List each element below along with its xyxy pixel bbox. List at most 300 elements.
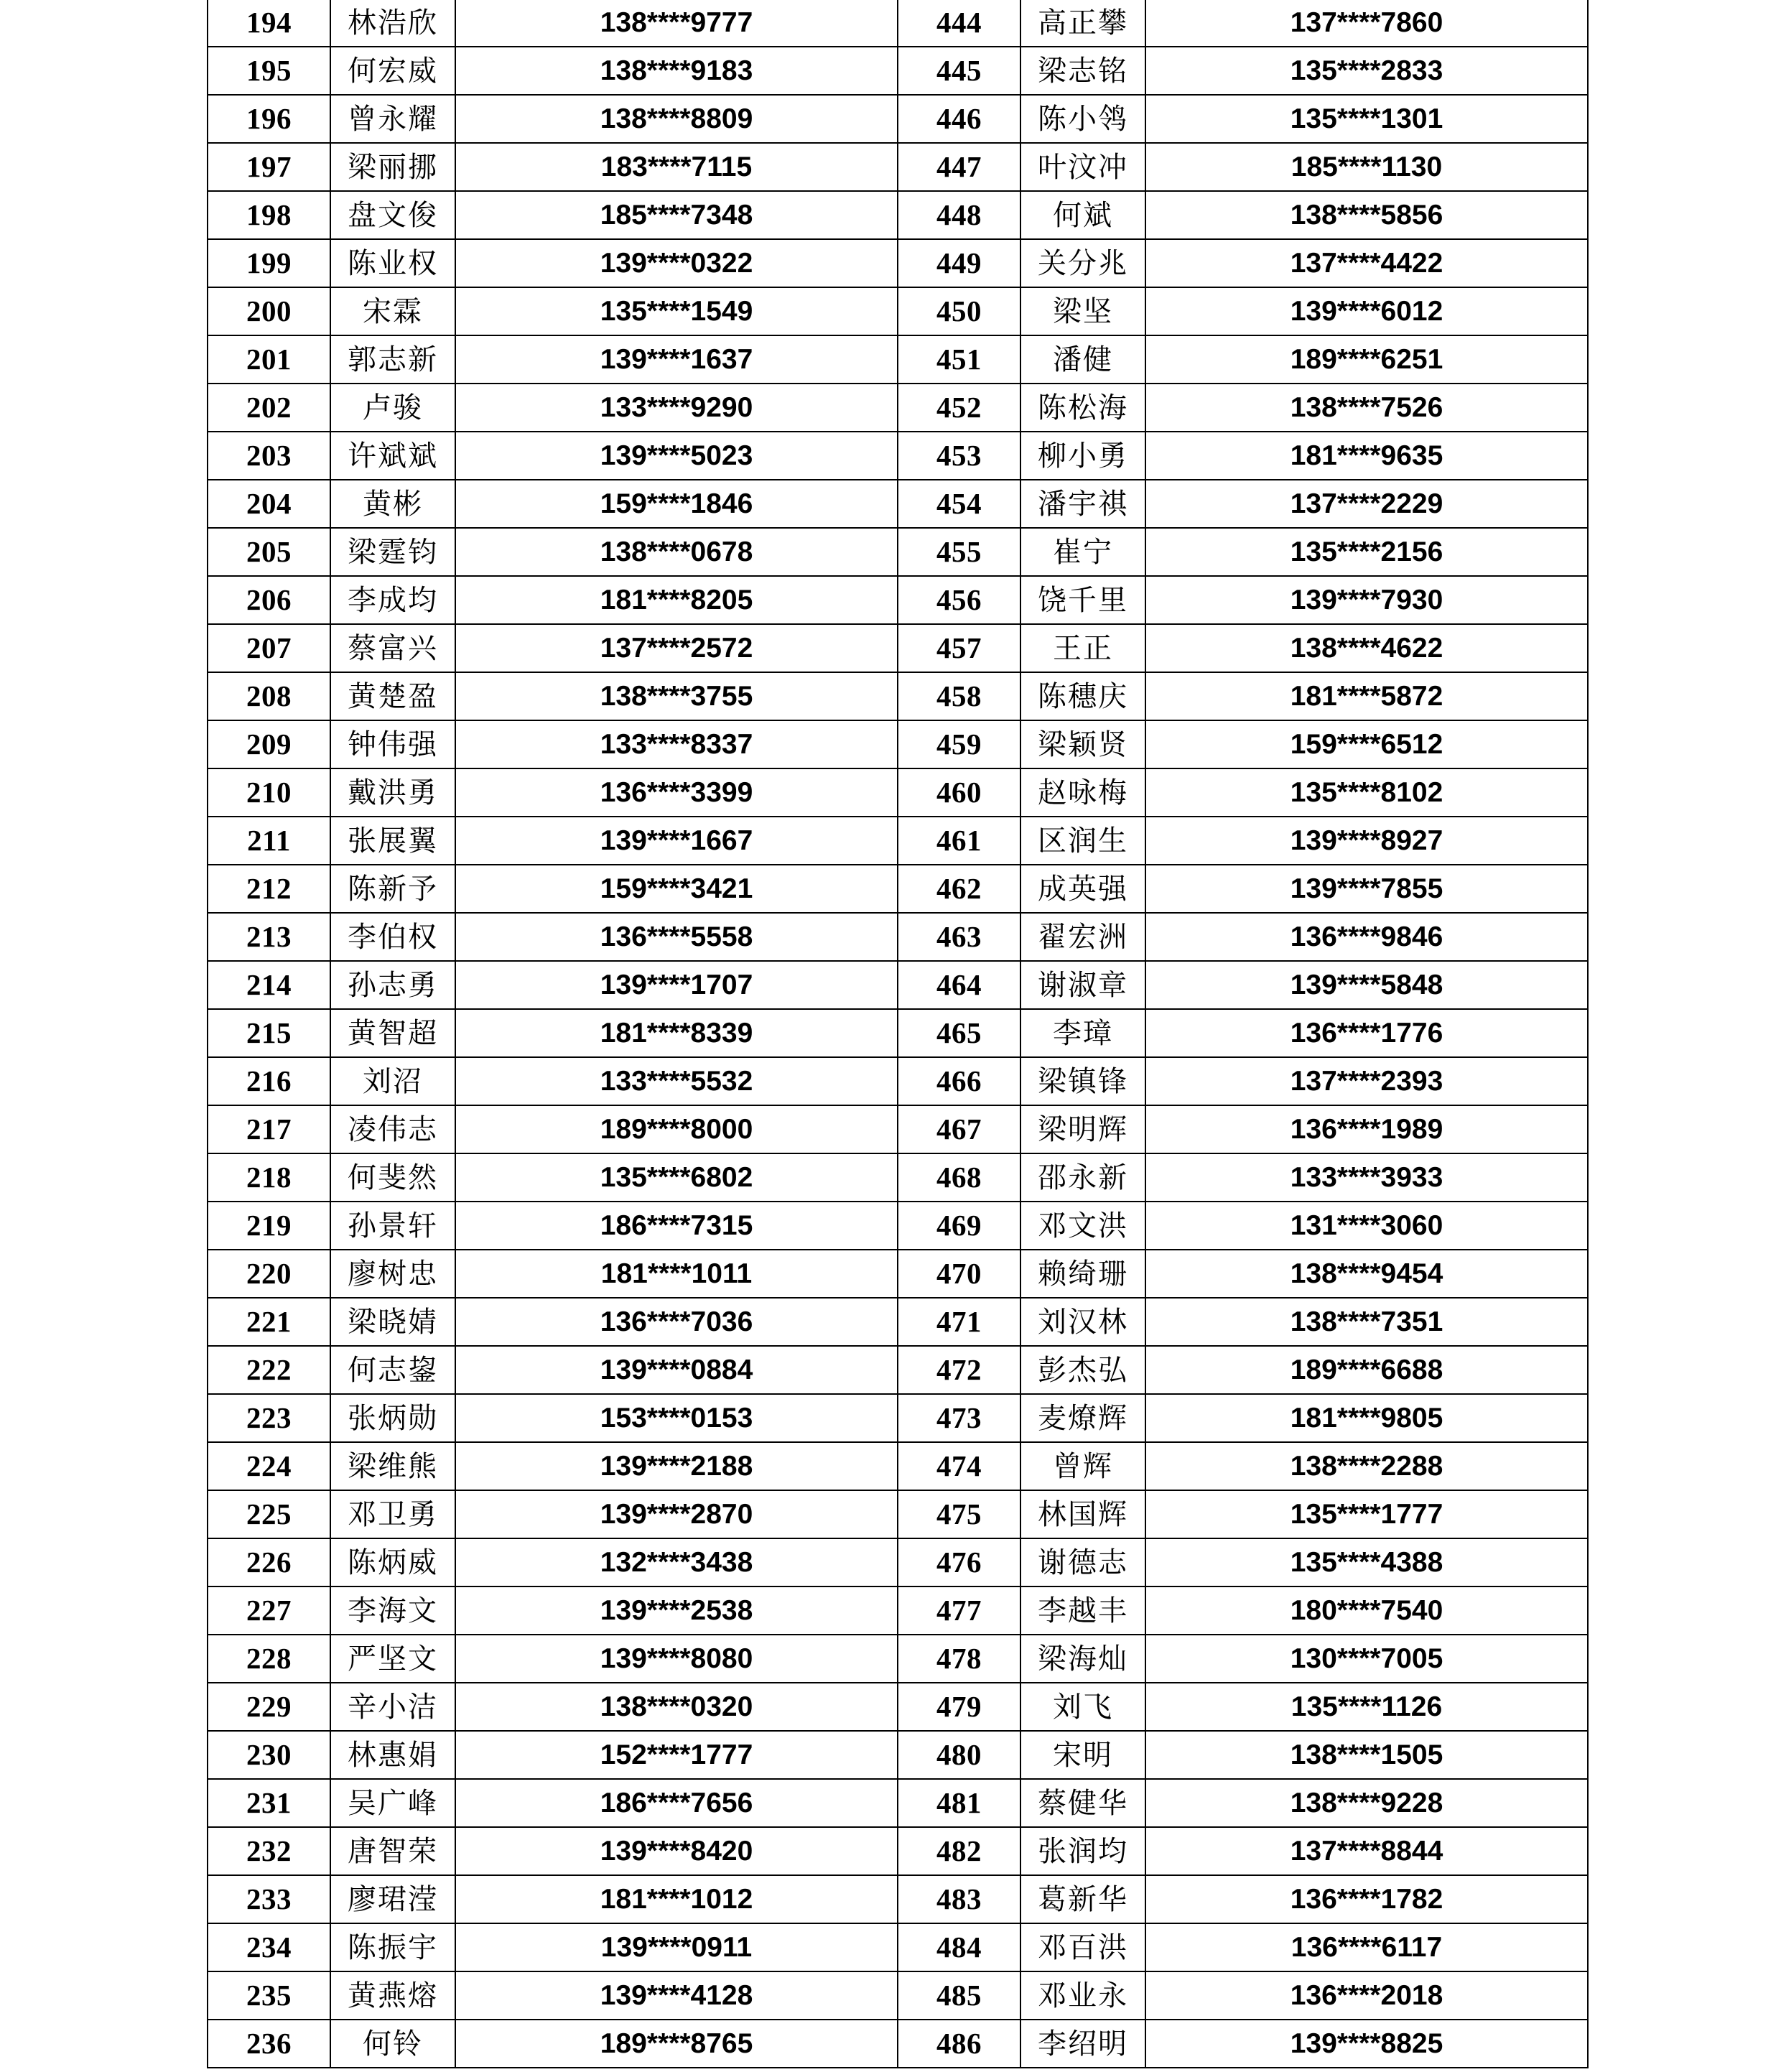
row-index-right: 448 <box>898 191 1020 239</box>
person-name-left: 李成均 <box>330 576 455 624</box>
person-name-left: 许斌斌 <box>330 432 455 480</box>
phone-number-left: 183****7115 <box>455 143 898 191</box>
person-name-right: 梁颖贤 <box>1020 720 1145 768</box>
phone-number-right: 138****4622 <box>1145 624 1588 672</box>
table-row <box>208 576 1588 624</box>
row-index-left: 229 <box>208 1683 330 1731</box>
row-index-right: 452 <box>898 384 1020 432</box>
phone-number-left: 159****3421 <box>455 865 898 913</box>
row-index-right: 451 <box>898 335 1020 384</box>
phone-number-right: 137****2229 <box>1145 480 1588 528</box>
row-index-right: 464 <box>898 961 1020 1009</box>
phone-number-left: 153****0153 <box>455 1394 898 1442</box>
phone-number-left: 189****8000 <box>455 1105 898 1153</box>
phone-number-right: 138****5856 <box>1145 191 1588 239</box>
row-index-left: 235 <box>208 1971 330 2020</box>
phone-number-right: 181****9635 <box>1145 432 1588 480</box>
row-index-left: 196 <box>208 95 330 143</box>
phone-number-left: 152****1777 <box>455 1731 898 1779</box>
person-name-right: 梁坚 <box>1020 287 1145 335</box>
person-name-right: 何斌 <box>1020 191 1145 239</box>
phone-number-left: 139****0322 <box>455 239 898 287</box>
phone-number-left: 139****2188 <box>455 1442 898 1490</box>
person-name-right: 陈穗庆 <box>1020 672 1145 720</box>
table-row <box>208 768 1588 817</box>
row-index-right: 480 <box>898 1731 1020 1779</box>
row-index-left: 199 <box>208 239 330 287</box>
person-name-right: 陈松海 <box>1020 384 1145 432</box>
person-name-left: 李伯权 <box>330 913 455 961</box>
phone-number-right: 138****9228 <box>1145 1779 1588 1827</box>
row-index-right: 476 <box>898 1538 1020 1586</box>
row-index-right: 468 <box>898 1153 1020 1202</box>
table-row <box>208 720 1588 768</box>
row-index-left: 194 <box>208 0 330 47</box>
person-name-right: 李越丰 <box>1020 1586 1145 1635</box>
phone-number-right: 137****7860 <box>1145 0 1588 47</box>
phone-number-left: 189****8765 <box>455 2020 898 2068</box>
person-name-left: 黄楚盈 <box>330 672 455 720</box>
phone-number-right: 137****4422 <box>1145 239 1588 287</box>
phone-number-right: 138****7526 <box>1145 384 1588 432</box>
phone-number-right: 135****2156 <box>1145 528 1588 576</box>
person-name-right: 王正 <box>1020 624 1145 672</box>
row-index-left: 213 <box>208 913 330 961</box>
row-index-left: 214 <box>208 961 330 1009</box>
table-row <box>208 1346 1588 1394</box>
row-index-left: 198 <box>208 191 330 239</box>
table-row <box>208 0 1588 47</box>
row-index-right: 469 <box>898 1202 1020 1250</box>
person-name-right: 刘汉林 <box>1020 1298 1145 1346</box>
person-name-left: 李海文 <box>330 1586 455 1635</box>
phone-number-right: 138****7351 <box>1145 1298 1588 1346</box>
person-name-left: 梁晓婧 <box>330 1298 455 1346</box>
phone-number-left: 138****8809 <box>455 95 898 143</box>
row-index-right: 484 <box>898 1923 1020 1971</box>
person-name-left: 何斐然 <box>330 1153 455 1202</box>
phone-number-left: 185****7348 <box>455 191 898 239</box>
phone-number-left: 139****1667 <box>455 817 898 865</box>
person-name-right: 蔡健华 <box>1020 1779 1145 1827</box>
phone-number-left: 139****1707 <box>455 961 898 1009</box>
row-index-right: 470 <box>898 1250 1020 1298</box>
row-index-left: 228 <box>208 1635 330 1683</box>
phone-number-left: 186****7315 <box>455 1202 898 1250</box>
person-name-right: 潘宇祺 <box>1020 480 1145 528</box>
phone-number-right: 137****2393 <box>1145 1057 1588 1105</box>
row-index-right: 453 <box>898 432 1020 480</box>
row-index-left: 211 <box>208 817 330 865</box>
table-row <box>208 961 1588 1009</box>
person-name-left: 黄燕熔 <box>330 1971 455 2020</box>
phone-number-left: 136****7036 <box>455 1298 898 1346</box>
person-name-right: 潘健 <box>1020 335 1145 384</box>
person-name-right: 李璋 <box>1020 1009 1145 1057</box>
person-name-left: 戴洪勇 <box>330 768 455 817</box>
person-name-left: 陈振宇 <box>330 1923 455 1971</box>
phone-number-right: 136****9846 <box>1145 913 1588 961</box>
table-row <box>208 1779 1588 1827</box>
phone-number-left: 186****7656 <box>455 1779 898 1827</box>
person-name-left: 何铃 <box>330 2020 455 2068</box>
table-row <box>208 143 1588 191</box>
roster-table <box>207 0 1589 2068</box>
row-index-right: 472 <box>898 1346 1020 1394</box>
table-row <box>208 239 1588 287</box>
phone-number-left: 181****1011 <box>455 1250 898 1298</box>
person-name-left: 林浩欣 <box>330 0 455 47</box>
row-index-right: 462 <box>898 865 1020 913</box>
person-name-left: 辛小洁 <box>330 1683 455 1731</box>
row-index-left: 204 <box>208 480 330 528</box>
person-name-right: 邵永新 <box>1020 1153 1145 1202</box>
phone-number-right: 189****6251 <box>1145 335 1588 384</box>
table-row <box>208 191 1588 239</box>
row-index-right: 459 <box>898 720 1020 768</box>
phone-number-right: 139****7930 <box>1145 576 1588 624</box>
phone-number-right: 137****8844 <box>1145 1827 1588 1875</box>
row-index-left: 234 <box>208 1923 330 1971</box>
table-row <box>208 624 1588 672</box>
row-index-right: 485 <box>898 1971 1020 2020</box>
row-index-left: 226 <box>208 1538 330 1586</box>
phone-number-right: 181****9805 <box>1145 1394 1588 1442</box>
table-row <box>208 1153 1588 1202</box>
table-row <box>208 1250 1588 1298</box>
row-index-right: 463 <box>898 913 1020 961</box>
phone-number-left: 181****1012 <box>455 1875 898 1923</box>
row-index-right: 456 <box>898 576 1020 624</box>
row-index-left: 195 <box>208 47 330 95</box>
row-index-left: 236 <box>208 2020 330 2068</box>
row-index-right: 447 <box>898 143 1020 191</box>
row-index-right: 461 <box>898 817 1020 865</box>
phone-number-right: 131****3060 <box>1145 1202 1588 1250</box>
roster-table-container <box>207 0 1586 2068</box>
table-row <box>208 672 1588 720</box>
phone-number-left: 135****1549 <box>455 287 898 335</box>
person-name-right: 关分兆 <box>1020 239 1145 287</box>
person-name-right: 葛新华 <box>1020 1875 1145 1923</box>
row-index-left: 225 <box>208 1490 330 1538</box>
phone-number-left: 139****0884 <box>455 1346 898 1394</box>
person-name-left: 陈新予 <box>330 865 455 913</box>
person-name-right: 梁镇锋 <box>1020 1057 1145 1105</box>
phone-number-right: 139****7855 <box>1145 865 1588 913</box>
row-index-left: 222 <box>208 1346 330 1394</box>
table-row <box>208 1538 1588 1586</box>
phone-number-right: 135****1777 <box>1145 1490 1588 1538</box>
table-row <box>208 913 1588 961</box>
person-name-right: 崔宁 <box>1020 528 1145 576</box>
person-name-left: 何宏威 <box>330 47 455 95</box>
phone-number-right: 135****1301 <box>1145 95 1588 143</box>
table-row <box>208 1923 1588 1971</box>
row-index-left: 233 <box>208 1875 330 1923</box>
phone-number-left: 139****8420 <box>455 1827 898 1875</box>
person-name-left: 黄智超 <box>330 1009 455 1057</box>
person-name-left: 林惠娟 <box>330 1731 455 1779</box>
phone-number-left: 181****8205 <box>455 576 898 624</box>
phone-number-left: 138****0320 <box>455 1683 898 1731</box>
phone-number-right: 138****9454 <box>1145 1250 1588 1298</box>
phone-number-left: 138****3755 <box>455 672 898 720</box>
row-index-right: 454 <box>898 480 1020 528</box>
table-row <box>208 480 1588 528</box>
person-name-left: 唐智荣 <box>330 1827 455 1875</box>
row-index-left: 231 <box>208 1779 330 1827</box>
table-row <box>208 384 1588 432</box>
row-index-right: 455 <box>898 528 1020 576</box>
table-row <box>208 1298 1588 1346</box>
row-index-left: 197 <box>208 143 330 191</box>
row-index-right: 444 <box>898 0 1020 47</box>
row-index-right: 466 <box>898 1057 1020 1105</box>
phone-number-left: 139****4128 <box>455 1971 898 2020</box>
phone-number-right: 138****1505 <box>1145 1731 1588 1779</box>
table-row <box>208 1105 1588 1153</box>
table-row <box>208 47 1588 95</box>
phone-number-right: 189****6688 <box>1145 1346 1588 1394</box>
table-row <box>208 2020 1588 2068</box>
row-index-right: 458 <box>898 672 1020 720</box>
roster-table-body <box>208 0 1588 2068</box>
phone-number-left: 136****3399 <box>455 768 898 817</box>
person-name-left: 钟伟强 <box>330 720 455 768</box>
table-row <box>208 1202 1588 1250</box>
row-index-left: 202 <box>208 384 330 432</box>
person-name-right: 成英强 <box>1020 865 1145 913</box>
row-index-right: 460 <box>898 768 1020 817</box>
table-row <box>208 1009 1588 1057</box>
phone-number-right: 136****2018 <box>1145 1971 1588 2020</box>
phone-number-right: 180****7540 <box>1145 1586 1588 1635</box>
phone-number-right: 139****5848 <box>1145 961 1588 1009</box>
person-name-left: 梁霆钧 <box>330 528 455 576</box>
phone-number-left: 138****9777 <box>455 0 898 47</box>
person-name-left: 廖珺滢 <box>330 1875 455 1923</box>
row-index-right: 477 <box>898 1586 1020 1635</box>
phone-number-left: 181****8339 <box>455 1009 898 1057</box>
table-row <box>208 1731 1588 1779</box>
phone-number-right: 135****8102 <box>1145 768 1588 817</box>
person-name-left: 郭志新 <box>330 335 455 384</box>
person-name-right: 翟宏洲 <box>1020 913 1145 961</box>
row-index-right: 479 <box>898 1683 1020 1731</box>
row-index-left: 206 <box>208 576 330 624</box>
row-index-left: 208 <box>208 672 330 720</box>
phone-number-right: 133****3933 <box>1145 1153 1588 1202</box>
row-index-left: 201 <box>208 335 330 384</box>
person-name-right: 梁明辉 <box>1020 1105 1145 1153</box>
phone-number-left: 133****9290 <box>455 384 898 432</box>
person-name-right: 梁志铭 <box>1020 47 1145 95</box>
phone-number-right: 138****2288 <box>1145 1442 1588 1490</box>
row-index-left: 227 <box>208 1586 330 1635</box>
row-index-left: 220 <box>208 1250 330 1298</box>
person-name-right: 张润均 <box>1020 1827 1145 1875</box>
phone-number-right: 139****8927 <box>1145 817 1588 865</box>
phone-number-left: 133****8337 <box>455 720 898 768</box>
row-index-right: 465 <box>898 1009 1020 1057</box>
phone-number-left: 132****3438 <box>455 1538 898 1586</box>
phone-number-right: 136****6117 <box>1145 1923 1588 1971</box>
phone-number-right: 136****1989 <box>1145 1105 1588 1153</box>
row-index-left: 203 <box>208 432 330 480</box>
person-name-left: 黄彬 <box>330 480 455 528</box>
person-name-left: 梁丽挪 <box>330 143 455 191</box>
phone-number-right: 136****1776 <box>1145 1009 1588 1057</box>
person-name-right: 赖绮珊 <box>1020 1250 1145 1298</box>
row-index-right: 482 <box>898 1827 1020 1875</box>
phone-number-left: 139****2538 <box>455 1586 898 1635</box>
person-name-right: 饶千里 <box>1020 576 1145 624</box>
person-name-left: 刘沼 <box>330 1057 455 1105</box>
person-name-left: 何志鋆 <box>330 1346 455 1394</box>
person-name-left: 廖树忠 <box>330 1250 455 1298</box>
row-index-left: 205 <box>208 528 330 576</box>
person-name-left: 陈炳威 <box>330 1538 455 1586</box>
person-name-right: 李绍明 <box>1020 2020 1145 2068</box>
person-name-left: 卢骏 <box>330 384 455 432</box>
person-name-left: 张炳勋 <box>330 1394 455 1442</box>
row-index-left: 207 <box>208 624 330 672</box>
person-name-left: 张展翼 <box>330 817 455 865</box>
person-name-right: 宋明 <box>1020 1731 1145 1779</box>
row-index-right: 467 <box>898 1105 1020 1153</box>
table-row <box>208 287 1588 335</box>
row-index-left: 223 <box>208 1394 330 1442</box>
phone-number-right: 136****1782 <box>1145 1875 1588 1923</box>
table-row <box>208 335 1588 384</box>
person-name-right: 林国辉 <box>1020 1490 1145 1538</box>
phone-number-right: 139****8825 <box>1145 2020 1588 2068</box>
row-index-right: 475 <box>898 1490 1020 1538</box>
person-name-right: 高正攀 <box>1020 0 1145 47</box>
person-name-right: 谢淑章 <box>1020 961 1145 1009</box>
row-index-right: 471 <box>898 1298 1020 1346</box>
row-index-left: 212 <box>208 865 330 913</box>
row-index-right: 486 <box>898 2020 1020 2068</box>
person-name-right: 邓业永 <box>1020 1971 1145 2020</box>
table-row <box>208 1057 1588 1105</box>
person-name-left: 曾永耀 <box>330 95 455 143</box>
person-name-left: 凌伟志 <box>330 1105 455 1153</box>
row-index-left: 217 <box>208 1105 330 1153</box>
table-row <box>208 432 1588 480</box>
table-row <box>208 1635 1588 1683</box>
table-row <box>208 1827 1588 1875</box>
table-row <box>208 95 1588 143</box>
phone-number-left: 139****1637 <box>455 335 898 384</box>
row-index-right: 445 <box>898 47 1020 95</box>
person-name-right: 区润生 <box>1020 817 1145 865</box>
person-name-left: 吴广峰 <box>330 1779 455 1827</box>
row-index-left: 221 <box>208 1298 330 1346</box>
phone-number-right: 181****5872 <box>1145 672 1588 720</box>
table-row <box>208 1971 1588 2020</box>
person-name-right: 梁海灿 <box>1020 1635 1145 1683</box>
table-row <box>208 528 1588 576</box>
person-name-right: 柳小勇 <box>1020 432 1145 480</box>
phone-number-right: 135****2833 <box>1145 47 1588 95</box>
person-name-right: 陈小鸰 <box>1020 95 1145 143</box>
row-index-left: 232 <box>208 1827 330 1875</box>
person-name-right: 麦燎辉 <box>1020 1394 1145 1442</box>
row-index-right: 478 <box>898 1635 1020 1683</box>
table-row <box>208 1394 1588 1442</box>
row-index-left: 219 <box>208 1202 330 1250</box>
row-index-right: 450 <box>898 287 1020 335</box>
phone-number-left: 159****1846 <box>455 480 898 528</box>
person-name-right: 曾辉 <box>1020 1442 1145 1490</box>
phone-number-left: 139****0911 <box>455 1923 898 1971</box>
row-index-left: 218 <box>208 1153 330 1202</box>
row-index-right: 481 <box>898 1779 1020 1827</box>
person-name-left: 梁维熊 <box>330 1442 455 1490</box>
row-index-left: 224 <box>208 1442 330 1490</box>
phone-number-right: 135****4388 <box>1145 1538 1588 1586</box>
person-name-right: 邓百洪 <box>1020 1923 1145 1971</box>
row-index-left: 200 <box>208 287 330 335</box>
row-index-right: 457 <box>898 624 1020 672</box>
person-name-left: 蔡富兴 <box>330 624 455 672</box>
person-name-left: 孙志勇 <box>330 961 455 1009</box>
table-row <box>208 817 1588 865</box>
person-name-left: 邓卫勇 <box>330 1490 455 1538</box>
phone-number-right: 185****1130 <box>1145 143 1588 191</box>
row-index-left: 216 <box>208 1057 330 1105</box>
person-name-right: 邓文洪 <box>1020 1202 1145 1250</box>
person-name-left: 孙景轩 <box>330 1202 455 1250</box>
phone-number-left: 137****2572 <box>455 624 898 672</box>
row-index-right: 449 <box>898 239 1020 287</box>
row-index-right: 473 <box>898 1394 1020 1442</box>
table-row <box>208 1442 1588 1490</box>
person-name-right: 叶汶冲 <box>1020 143 1145 191</box>
table-row <box>208 1490 1588 1538</box>
person-name-right: 赵咏梅 <box>1020 768 1145 817</box>
person-name-left: 陈业权 <box>330 239 455 287</box>
phone-number-left: 139****5023 <box>455 432 898 480</box>
phone-number-left: 139****2870 <box>455 1490 898 1538</box>
row-index-left: 209 <box>208 720 330 768</box>
row-index-left: 210 <box>208 768 330 817</box>
table-row <box>208 1683 1588 1731</box>
phone-number-left: 133****5532 <box>455 1057 898 1105</box>
phone-number-left: 136****5558 <box>455 913 898 961</box>
table-row <box>208 1875 1588 1923</box>
table-row <box>208 1586 1588 1635</box>
phone-number-left: 135****6802 <box>455 1153 898 1202</box>
row-index-left: 230 <box>208 1731 330 1779</box>
phone-number-left: 139****8080 <box>455 1635 898 1683</box>
row-index-right: 483 <box>898 1875 1020 1923</box>
phone-number-right: 139****6012 <box>1145 287 1588 335</box>
phone-number-left: 138****9183 <box>455 47 898 95</box>
table-row <box>208 865 1588 913</box>
phone-number-right: 130****7005 <box>1145 1635 1588 1683</box>
phone-number-right: 135****1126 <box>1145 1683 1588 1731</box>
person-name-left: 严坚文 <box>330 1635 455 1683</box>
row-index-right: 446 <box>898 95 1020 143</box>
person-name-left: 宋霖 <box>330 287 455 335</box>
person-name-right: 刘飞 <box>1020 1683 1145 1731</box>
row-index-left: 215 <box>208 1009 330 1057</box>
row-index-right: 474 <box>898 1442 1020 1490</box>
phone-number-left: 138****0678 <box>455 528 898 576</box>
